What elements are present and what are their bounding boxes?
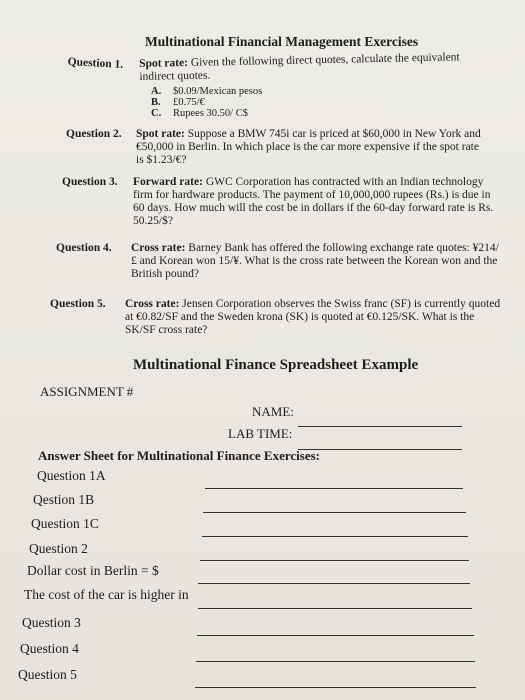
page-title: Multinational Financial Management Exercises	[145, 34, 419, 49]
option-key: B.	[151, 97, 161, 108]
answer-line	[205, 488, 463, 489]
answer-line	[197, 635, 474, 636]
question-3-body: GWC Corporation has contracted with an Indian technology firm for hardware products. The payment of 10,000,000 rupees (Rs.) is due in 60 days. How much will the cost be in dollars if the 60-day forward rate is Rs. 50.25/$?	[133, 176, 494, 227]
question-1-option-c	[151, 108, 248, 119]
answer-line	[202, 536, 468, 537]
assignment-label: ASSIGNMENT #	[40, 384, 134, 399]
answer-row-label: Question 1C	[31, 516, 99, 531]
question-1-body: Given the following direct quotes, calculate the equivalent indirect quotes.	[139, 51, 460, 83]
question-2-label: Question 2.	[66, 128, 122, 140]
answer-row-label: Question 4	[20, 641, 79, 656]
spreadsheet-title: Multinational Finance Spreadsheet Example	[133, 357, 419, 373]
question-3-topic: Forward rate:	[133, 176, 203, 188]
question-5-label: Question 5.	[50, 298, 106, 310]
question-5-text	[125, 298, 501, 337]
question-4-body: Barney Bank has offered the following exchange rate quotes: ¥214/£ and Korean won 15/¥. What is the cross rate between the Korean won and the British pound?	[131, 242, 499, 280]
question-1-option-b	[151, 97, 205, 108]
answer-row-label: Question 5	[18, 667, 77, 682]
option-key: C.	[151, 108, 162, 119]
answer-row-label: The cost of the car is higher in	[24, 587, 189, 602]
option-value: Rupees 30.50/ C$	[173, 108, 248, 119]
question-1-label: Question 1.	[67, 56, 124, 71]
answer-line	[203, 512, 466, 513]
question-5-topic: Cross rate:	[125, 298, 180, 310]
question-3-text	[133, 176, 498, 228]
question-2-text	[136, 128, 486, 167]
answer-row-label: Qestion 1B	[33, 492, 95, 507]
option-value: £0.75/€	[173, 97, 205, 108]
lab-time-label: LAB TIME:	[228, 426, 293, 441]
question-4-topic: Cross rate:	[131, 242, 186, 254]
lab-time-line	[298, 449, 462, 450]
answer-line	[196, 661, 475, 662]
answer-row-label: Dollar cost in Berlin = $	[27, 563, 159, 578]
question-4-text	[131, 242, 499, 281]
answer-line	[198, 583, 470, 584]
answer-line	[195, 687, 476, 688]
answer-line	[200, 560, 469, 561]
answer-line	[198, 608, 472, 609]
answer-row-label: Question 3	[22, 615, 81, 630]
answer-row-label: Question 1A	[37, 468, 106, 483]
question-1-option-a	[151, 86, 262, 97]
option-value: $0.09/Mexican pesos	[173, 86, 263, 97]
question-2-topic: Spot rate:	[136, 128, 185, 140]
option-key: A.	[151, 86, 162, 97]
question-2-body: Suppose a BMW 745i car is priced at $60,000 in New York and €50,000 in Berlin. In which place is the car more expensive if the spot rate is $1.23/€?	[136, 128, 481, 166]
answer-row-label: Question 2	[29, 541, 88, 556]
name-label: NAME:	[252, 404, 294, 419]
answer-sheet-title: Answer Sheet for Multinational Finance Exercises:	[38, 448, 321, 463]
question-5-body: Jensen Corporation observes the Swiss franc (SF) is currently quoted at €0.82/SF and the Sweden krona (SK) is quoted at €0.125/SK. What is the SK/SF cross rate?	[125, 298, 501, 336]
question-3-label: Question 3.	[62, 176, 118, 188]
question-1-text	[139, 51, 479, 84]
question-1-topic: Spot rate:	[139, 56, 189, 70]
name-line	[298, 426, 462, 427]
question-4-label: Question 4.	[56, 242, 112, 254]
